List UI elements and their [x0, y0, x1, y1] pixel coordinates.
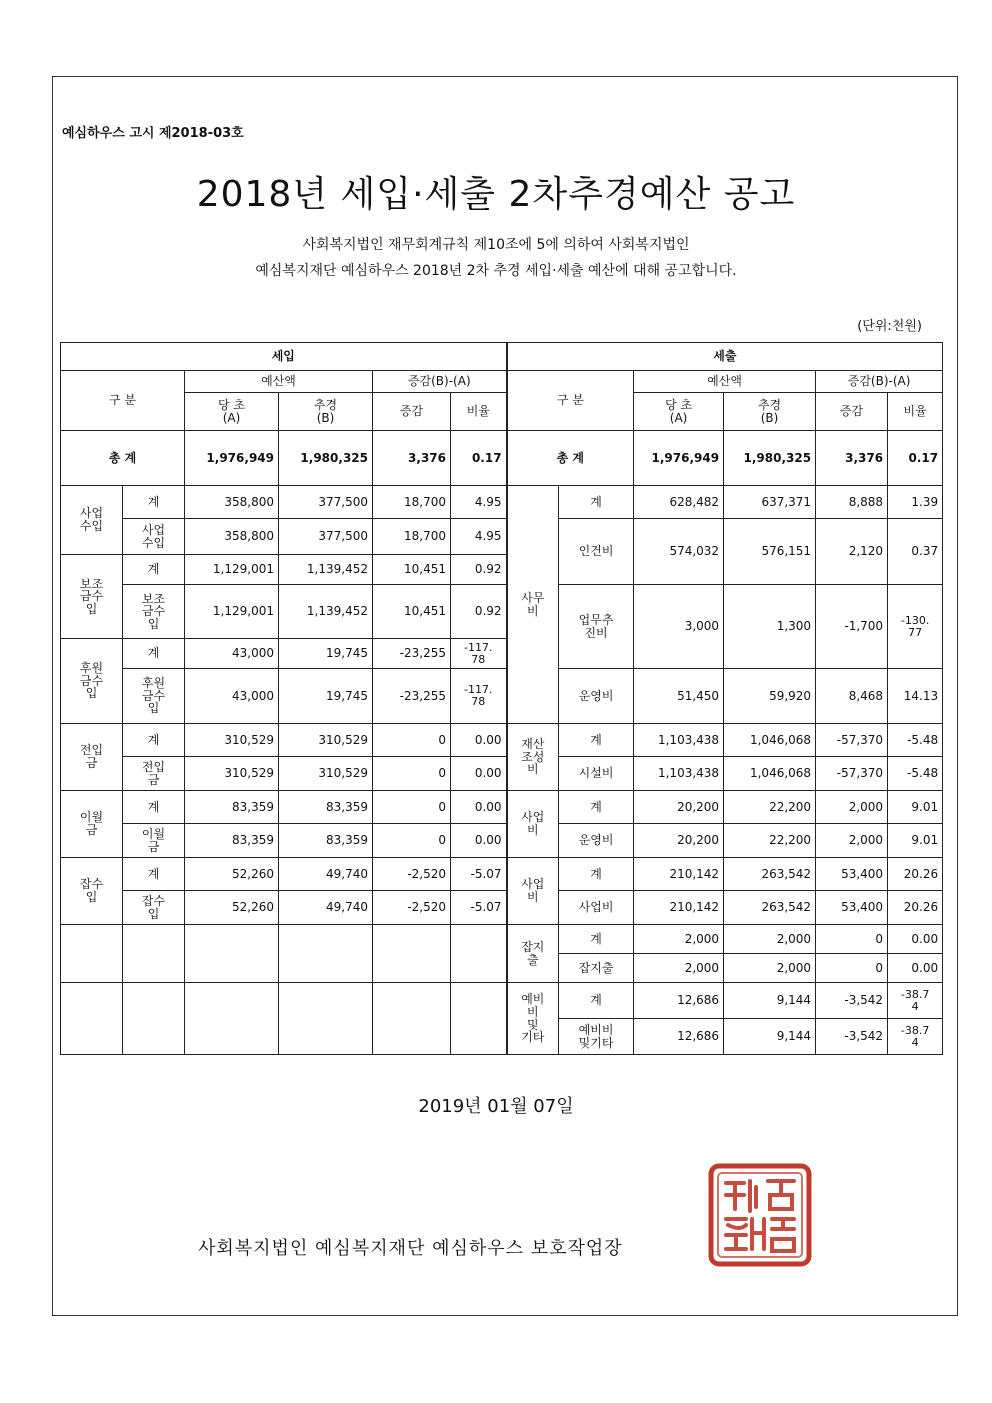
expense-orig: 2,000: [634, 925, 724, 954]
expense-ratio: -130. 77: [888, 585, 943, 669]
income-item-label: 계: [123, 791, 185, 824]
income-item-label: 계: [123, 858, 185, 891]
budget-row: [61, 486, 943, 519]
expense-item-label: 운영비: [559, 824, 634, 858]
empty-cell: [373, 983, 451, 1055]
income-rev: 83,359: [279, 824, 373, 858]
income-item-label: 후원 금수 입: [123, 669, 185, 724]
income-budget-header: 예산액: [185, 371, 373, 393]
income-total-rev: 1,980,325: [279, 431, 373, 486]
income-change: 18,700: [373, 519, 451, 555]
expense-rev: 22,200: [724, 824, 816, 858]
budget-row: [61, 669, 943, 724]
expense-change: 53,400: [816, 891, 888, 925]
empty-cell: [123, 925, 185, 983]
income-group-name: 이월 금: [61, 791, 123, 858]
expense-rev: 1,300: [724, 585, 816, 669]
income-orig: 43,000: [185, 669, 279, 724]
expense-rev: 576,151: [724, 519, 816, 585]
budget-row: [61, 824, 943, 858]
expense-total-label: 총 계: [507, 431, 634, 486]
expense-item-label: 계: [559, 791, 634, 824]
income-rev: 49,740: [279, 891, 373, 925]
expense-orig: 574,032: [634, 519, 724, 585]
expense-orig-header: 당 초 (A): [634, 393, 724, 431]
expense-ratio: -38.7 4: [888, 1019, 943, 1055]
expense-ratio: 0.00: [888, 925, 943, 954]
expense-rev: 9,144: [724, 1019, 816, 1055]
empty-cell: [373, 925, 451, 983]
income-group-name: 사업 수입: [61, 486, 123, 555]
income-header: 세입: [61, 343, 507, 371]
expense-change: 0: [816, 925, 888, 954]
expense-orig: 51,450: [634, 669, 724, 724]
expense-ratio: 14.13: [888, 669, 943, 724]
expense-orig: 1,103,438: [634, 724, 724, 757]
expense-change: 8,888: [816, 486, 888, 519]
expense-diff-header: 증감: [816, 393, 888, 431]
expense-ratio: 1.39: [888, 486, 943, 519]
income-orig-header: 당 초 (A): [185, 393, 279, 431]
income-item-label: 보조 금수 입: [123, 585, 185, 639]
income-rev: 1,139,452: [279, 585, 373, 639]
expense-rev: 2,000: [724, 954, 816, 983]
expense-orig: 3,000: [634, 585, 724, 669]
expense-orig: 20,200: [634, 791, 724, 824]
expense-change: -1,700: [816, 585, 888, 669]
income-orig: 83,359: [185, 791, 279, 824]
expense-orig: 210,142: [634, 858, 724, 891]
income-item-label: 이월 금: [123, 824, 185, 858]
expense-ratio: 9.01: [888, 791, 943, 824]
income-change: -23,255: [373, 669, 451, 724]
empty-cell: [123, 983, 185, 1055]
income-orig: 1,129,001: [185, 585, 279, 639]
expense-orig: 1,103,438: [634, 757, 724, 791]
expense-ratio: 20.26: [888, 858, 943, 891]
income-change: 10,451: [373, 585, 451, 639]
expense-group-name: 사업 비: [507, 858, 559, 925]
expense-rev: 59,920: [724, 669, 816, 724]
budget-row: [61, 757, 943, 791]
budget-row: [61, 724, 943, 757]
expense-rev: 22,200: [724, 791, 816, 824]
income-item-label: 사업 수입: [123, 519, 185, 555]
expense-ratio: -5.48: [888, 757, 943, 791]
income-group-name: 전입 금: [61, 724, 123, 791]
income-change: 0: [373, 724, 451, 757]
expense-ratio: -5.48: [888, 724, 943, 757]
income-group-name: 후원 금수 입: [61, 639, 123, 724]
income-rev: 49,740: [279, 858, 373, 891]
income-total-orig: 1,976,949: [185, 431, 279, 486]
income-item-label: 계: [123, 639, 185, 669]
income-orig: 310,529: [185, 724, 279, 757]
expense-orig: 210,142: [634, 891, 724, 925]
income-group-name: 보조 금수 입: [61, 555, 123, 639]
income-change: 10,451: [373, 555, 451, 585]
income-ratio: -117. 78: [451, 669, 507, 724]
income-orig: 83,359: [185, 824, 279, 858]
expense-total-change: 3,376: [816, 431, 888, 486]
income-change: -23,255: [373, 639, 451, 669]
income-orig: 358,800: [185, 519, 279, 555]
income-ratio: -5.07: [451, 891, 507, 925]
expense-category-header: 구 분: [507, 371, 634, 431]
expense-ratio: 0.00: [888, 954, 943, 983]
income-item-label: 잡수 입: [123, 891, 185, 925]
expense-item-label: 계: [559, 983, 634, 1019]
expense-rev: 9,144: [724, 983, 816, 1019]
expense-ratio: 0.37: [888, 519, 943, 585]
expense-orig: 20,200: [634, 824, 724, 858]
empty-cell: [279, 925, 373, 983]
income-ratio: 0.92: [451, 555, 507, 585]
income-diff-header: 증감: [373, 393, 451, 431]
expense-group-name: 재산 조성 비: [507, 724, 559, 791]
income-change: 0: [373, 757, 451, 791]
expense-group-name: 사무 비: [507, 486, 559, 724]
expense-item-label: 계: [559, 724, 634, 757]
income-rev: 1,139,452: [279, 555, 373, 585]
income-item-label: 계: [123, 555, 185, 585]
income-change: -2,520: [373, 891, 451, 925]
income-total-label: 총 계: [61, 431, 185, 486]
income-item-label: 계: [123, 486, 185, 519]
column-header-row-2: [61, 393, 943, 431]
income-change: 0: [373, 824, 451, 858]
expense-item-label: 운영비: [559, 669, 634, 724]
income-category-header: 구 분: [61, 371, 185, 431]
expense-rev-header: 추경 (B): [724, 393, 816, 431]
notice-number: 예심하우스 고시 제2018-03호: [62, 126, 244, 141]
expense-rev: 1,046,068: [724, 757, 816, 791]
expense-change: -57,370: [816, 724, 888, 757]
expense-change: 2,120: [816, 519, 888, 585]
expense-change: 2,000: [816, 824, 888, 858]
expense-group-name: 잡지 출: [507, 925, 559, 983]
expense-total-rev: 1,980,325: [724, 431, 816, 486]
empty-cell: [61, 983, 123, 1055]
expense-item-label: 인건비: [559, 519, 634, 585]
income-total-ratio: 0.17: [451, 431, 507, 486]
income-change: -2,520: [373, 858, 451, 891]
income-change: 18,700: [373, 486, 451, 519]
expense-item-label: 계: [559, 858, 634, 891]
expense-orig: 12,686: [634, 983, 724, 1019]
income-orig: 52,260: [185, 891, 279, 925]
expense-ratio: 20.26: [888, 891, 943, 925]
expense-item-label: 예비비 및기타: [559, 1019, 634, 1055]
income-ratio: -117. 78: [451, 639, 507, 669]
expense-item-label: 계: [559, 925, 634, 954]
income-orig: 358,800: [185, 486, 279, 519]
expense-rev: 637,371: [724, 486, 816, 519]
empty-cell: [451, 925, 507, 983]
income-rev: 310,529: [279, 724, 373, 757]
unit-label: (단위:천원): [857, 319, 922, 334]
official-seal-icon: [708, 1163, 812, 1267]
income-ratio: -5.07: [451, 858, 507, 891]
expense-rev: 1,046,068: [724, 724, 816, 757]
income-item-label: 계: [123, 724, 185, 757]
expense-ratio: 9.01: [888, 824, 943, 858]
income-group-name: 잡수 입: [61, 858, 123, 925]
empty-cell: [61, 925, 123, 983]
empty-cell: [185, 925, 279, 983]
income-ratio: 0.00: [451, 757, 507, 791]
intro-line-1: 사회복지법인 재무회계규칙 제10조에 5에 의하여 사회복지법인: [302, 237, 690, 253]
expense-change: -3,542: [816, 983, 888, 1019]
income-rev: 83,359: [279, 791, 373, 824]
expense-change: 53,400: [816, 858, 888, 891]
income-rev: 310,529: [279, 757, 373, 791]
organization-name: 사회복지법인 예심복지재단 예심하우스 보호작업장: [198, 1238, 623, 1259]
expense-item-label: 시설비: [559, 757, 634, 791]
income-total-change: 3,376: [373, 431, 451, 486]
income-ratio-header: 비율: [451, 393, 507, 431]
empty-cell: [279, 983, 373, 1055]
expense-change: 0: [816, 954, 888, 983]
income-ratio: 0.00: [451, 791, 507, 824]
income-change-header: 증감(B)-(A): [373, 371, 507, 393]
expense-orig: 2,000: [634, 954, 724, 983]
expense-orig: 12,686: [634, 1019, 724, 1055]
empty-cell: [185, 983, 279, 1055]
income-rev-header: 추경 (B): [279, 393, 373, 431]
income-orig: 310,529: [185, 757, 279, 791]
expense-header: 세출: [507, 343, 943, 371]
budget-row: [61, 585, 943, 639]
expense-rev: 2,000: [724, 925, 816, 954]
budget-row: [61, 791, 943, 824]
income-orig: 43,000: [185, 639, 279, 669]
total-row: [61, 431, 943, 486]
income-item-label: 전입 금: [123, 757, 185, 791]
income-ratio: 4.95: [451, 486, 507, 519]
expense-group-name: 사업 비: [507, 791, 559, 858]
income-change: 0: [373, 791, 451, 824]
expense-item-label: 잡지출: [559, 954, 634, 983]
income-rev: 377,500: [279, 519, 373, 555]
expense-group-name: 예비 비 및 기타: [507, 983, 559, 1055]
income-ratio: 0.00: [451, 824, 507, 858]
expense-change: 8,468: [816, 669, 888, 724]
budget-row: [61, 519, 943, 555]
income-ratio: 0.00: [451, 724, 507, 757]
page-title: 2018년 세입·세출 2차추경예산 공고: [196, 174, 796, 215]
expense-item-label: 업무추 진비: [559, 585, 634, 669]
expense-total-orig: 1,976,949: [634, 431, 724, 486]
income-rev: 377,500: [279, 486, 373, 519]
income-rev: 19,745: [279, 669, 373, 724]
income-rev: 19,745: [279, 639, 373, 669]
expense-change: -57,370: [816, 757, 888, 791]
expense-rev: 263,542: [724, 858, 816, 891]
expense-ratio-header: 비율: [888, 393, 943, 431]
empty-cell: [451, 983, 507, 1055]
section-header-row: [61, 343, 943, 371]
intro-line-2: 예심복지재단 예심하우스 2018년 2차 추경 세입·세출 예산에 대해 공고합니다.: [255, 263, 737, 279]
income-ratio: 4.95: [451, 519, 507, 555]
expense-change-header: 증감(B)-(A): [816, 371, 943, 393]
budget-table: [60, 342, 943, 1055]
expense-total-ratio: 0.17: [888, 431, 943, 486]
budget-row: [61, 983, 943, 1019]
expense-change: -3,542: [816, 1019, 888, 1055]
column-header-row-1: [61, 371, 943, 393]
expense-budget-header: 예산액: [634, 371, 816, 393]
expense-item-label: 계: [559, 486, 634, 519]
expense-orig: 628,482: [634, 486, 724, 519]
income-orig: 1,129,001: [185, 555, 279, 585]
expense-item-label: 사업비: [559, 891, 634, 925]
budget-row: [61, 925, 943, 954]
income-orig: 52,260: [185, 858, 279, 891]
expense-ratio: -38.7 4: [888, 983, 943, 1019]
budget-row: [61, 858, 943, 891]
budget-row: [61, 891, 943, 925]
expense-change: 2,000: [816, 791, 888, 824]
expense-rev: 263,542: [724, 891, 816, 925]
income-ratio: 0.92: [451, 585, 507, 639]
announcement-date: 2019년 01월 07일: [418, 1096, 574, 1117]
